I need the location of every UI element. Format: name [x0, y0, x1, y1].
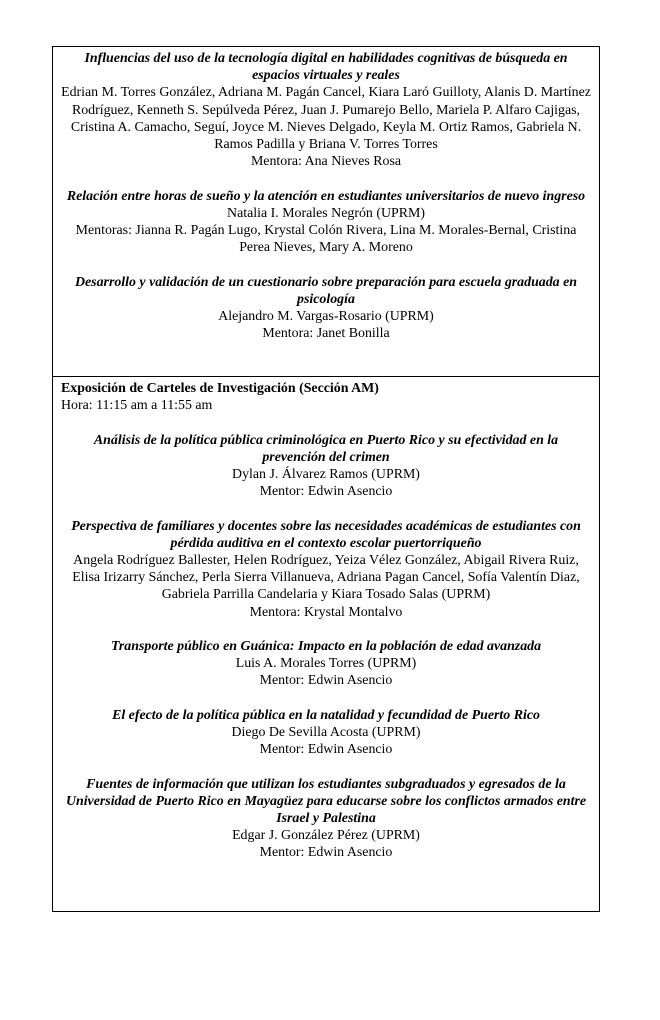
presentation-title: Fuentes de información que utilizan los estudiantes subgraduados y egresados de la Universidad de Puerto Rico en Mayagüez para educarse sobre los conflictos armados entre Israel y Palestina [65, 776, 587, 826]
presentation-authors: Luis A. Morales Torres (UPRM) [235, 656, 417, 672]
presentation-entry [61, 50, 591, 170]
presentation-entry [61, 518, 591, 621]
presentation-mentor: Mentor: Edwin Asencio [259, 845, 393, 861]
presentation-title: Perspectiva de familiares y docentes sobre las necesidades académicas de estudiantes con pérdida auditiva en el contexto escolar puertorriqueño [71, 518, 581, 551]
presentation-authors: Diego De Sevilla Acosta (UPRM) [231, 725, 421, 740]
presentation-authors: Dylan J. Álvarez Ramos (UPRM) [232, 467, 420, 482]
presentation-entry [61, 274, 591, 343]
presentation-title: Transporte público en Guánica: Impacto en la población de edad avanzada [110, 639, 542, 654]
presentation-authors: Edgar J. González Pérez (UPRM) [232, 828, 420, 844]
presentation-title: Desarrollo y validación de un cuestionario sobre preparación para escuela graduada en psicología [74, 274, 577, 307]
section-time: Hora: 11:15 am a 11:55 am [61, 398, 213, 414]
presentation-mentor: Mentoras: Jianna R. Pagán Lugo, Krystal Colón Rivera, Lina M. Morales-Bernal, Cristina Perea Nieves, Mary A. Moreno [75, 223, 577, 256]
presentation-authors: Alejandro M. Vargas-Rosario (UPRM) [218, 309, 434, 325]
presentation-mentor: Mentora: Ana Nieves Rosa [250, 154, 402, 170]
presentation-entry [61, 707, 591, 759]
program-cell-1 [53, 47, 599, 377]
presentation-title: Análisis de la política pública criminológica en Puerto Rico y su efectividad en la prevención del crimen [93, 432, 559, 465]
presentation-authors: Edrian M. Torres González, Adriana M. Pagán Cancel, Kiara Laró Guilloty, Alanis D. Martínez Rodríguez, Kenneth S. Sepúlveda Pérez, Juan J. Pumarejo Bello, Mariela P. Alfaro Cajigas, Cristina A. Camacho, Seguí, Joyce M. Nieves Delgado, Keyla M. Ortiz Ramos, Gabriela N. Ramos Padilla y Briana V. Torres Torres [61, 85, 591, 153]
presentation-mentor: Mentora: Janet Bonilla [262, 326, 390, 342]
presentation-title: Relación entre horas de sueño y la atención en estudiantes universitarios de nuevo ingreso [66, 188, 586, 204]
section-heading: Exposición de Carteles de Investigación (Sección AM) [61, 381, 379, 396]
presentation-entry [61, 432, 591, 501]
presentation-mentor: Mentor: Edwin Asencio [259, 673, 393, 689]
program-table [52, 46, 600, 912]
program-cell-2 [53, 377, 599, 911]
presentation-mentor: Mentor: Edwin Asencio [259, 742, 393, 758]
presentation-title: El efecto de la política pública en la natalidad y fecundidad de Puerto Rico [112, 707, 540, 723]
presentation-mentor: Mentor: Edwin Asencio [259, 484, 393, 500]
presentation-entry [61, 638, 591, 690]
presentation-entry [61, 776, 591, 862]
presentation-authors: Natalia I. Morales Negrón (UPRM) [227, 205, 425, 221]
presentation-entry [61, 188, 591, 257]
presentation-mentor: Mentora: Krystal Montalvo [249, 604, 403, 620]
presentation-title: Influencias del uso de la tecnología digital en habilidades cognitivas de búsqueda en espacios virtuales y reales [84, 51, 568, 84]
presentation-authors: Angela Rodríguez Ballester, Helen Rodríguez, Yeiza Vélez González, Abigail Rivera Ruiz, Elisa Irizarry Sánchez, Perla Sierra Villanueva, Adriana Pagan Cancel, Sofía Valentín Diaz, Gabriela Parrilla Candelaria y Kiara Tosado Salas (UPRM) [72, 553, 580, 603]
